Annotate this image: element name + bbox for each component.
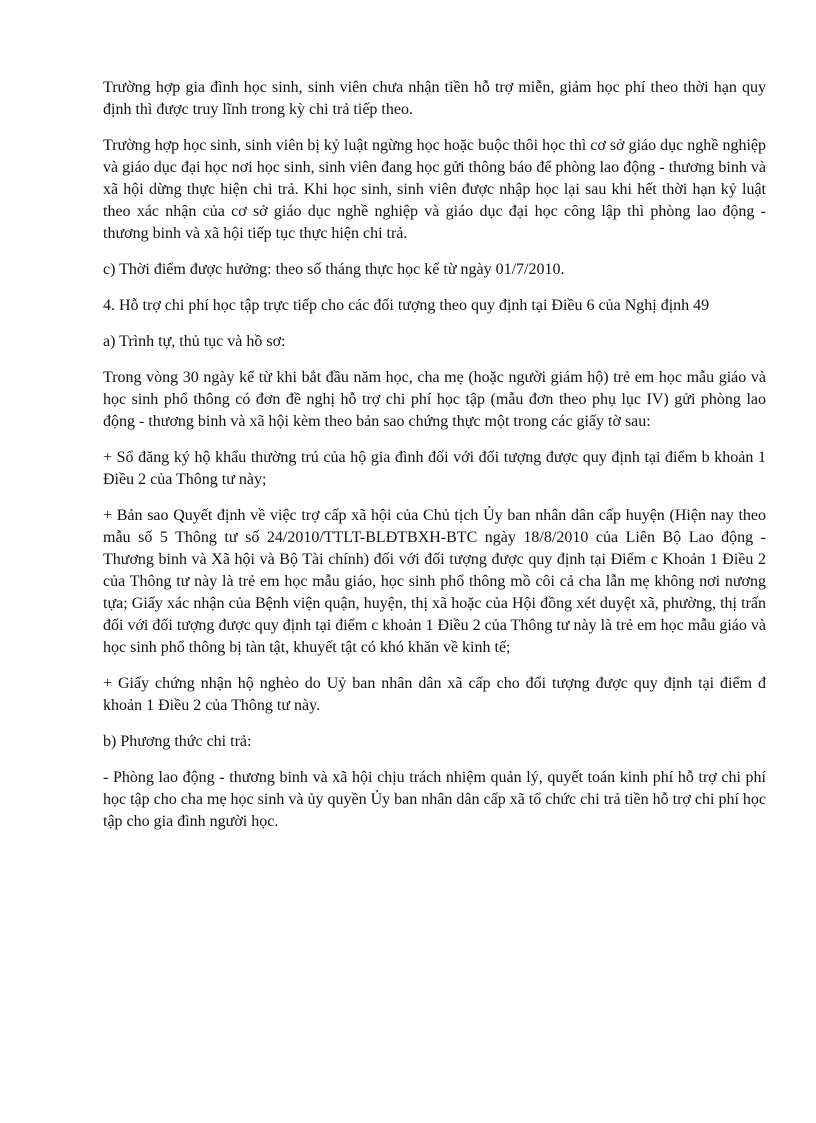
paragraph-effective-date: c) Thời điểm được hưởng: theo số tháng thực học kể từ ngày 01/7/2010. [103,261,565,278]
subheading-payment-method: b) Phương thức chi trả: [103,733,252,750]
paragraph-payment-responsibility: - Phòng lao động - thương binh và xã hội chịu trách nhiệm quản lý, quyết toán kinh phí hỗ trợ chi phí học tập cho cha mẹ học sinh và ủy quyền Ủy ban nhân dân cấp xã tổ chức chi trả tiền hỗ trợ chi phí học tập cho gia đình người học. [103,769,766,830]
list-item-household-register: + Sổ đăng ký hộ khẩu thường trú của hộ gia đình đối với đối tượng được quy định tại điểm b khoản 1 Điều 2 của Thông tư này; [103,449,766,488]
paragraph-arrears: Trường hợp gia đình học sinh, sinh viên chưa nhận tiền hỗ trợ miễn, giảm học phí theo thời hạn quy định thì được truy lĩnh trong kỳ chi trả tiếp theo. [103,79,766,118]
list-item-social-allowance: + Bản sao Quyết định về việc trợ cấp xã hội của Chủ tịch Ủy ban nhân dân cấp huyện (Hiện nay theo mẫu số 5 Thông tư số 24/2010/TTLT-BLĐTBXH-BTC ngày 18/8/2010 của Liên Bộ Lao động - Thương binh và Xã hội và Bộ Tài chính) đối với đối tượng được quy định tại Điểm c Khoản 1 Điều 2 của Thông tư này là trẻ em học mẫu giáo, học sinh phổ thông mồ côi cả cha lẫn mẹ không nơi nương tựa; Giấy xác nhận của Bệnh viện quận, huyện, thị xã hoặc của Hội đồng xét duyệt xã, phường, thị trấn đối với đối tượng được quy định tại điểm c khoản 1 Điều 2 của Thông tư này là trẻ em học mẫu giáo và học sinh phổ thông bị tàn tật, khuyết tật có khó khăn về kinh tế; [103,507,766,656]
list-item-poor-household: + Giấy chứng nhận hộ nghèo do Uỷ ban nhân dân xã cấp cho đối tượng được quy định tại điểm đ khoản 1 Điều 2 của Thông tư này. [103,675,766,714]
document-body [103,77,766,847]
subheading-procedure: a) Trình tự, thủ tục và hồ sơ: [103,333,286,350]
paragraph-discipline: Trường hợp học sinh, sinh viên bị kỷ luật ngừng học hoặc buộc thôi học thì cơ sở giáo dục nghề nghiệp và giáo dục đại học nơi học sinh, sinh viên đang học gửi thông báo để phòng lao động - thương binh và xã hội dừng thực hiện chi trả. Khi học sinh, sinh viên được nhập học lại sau khi hết thời hạn kỷ luật theo xác nhận của cơ sở giáo dục nghề nghiệp và giáo dục đại học công lập thì phòng lao động - thương binh và xã hội tiếp tục thực hiện chi trả. [103,137,766,242]
paragraph-application: Trong vòng 30 ngày kể từ khi bắt đầu năm học, cha mẹ (hoặc người giám hộ) trẻ em học mẫu giáo và học sinh phổ thông có đơn đề nghị hỗ trợ chi phí học tập (mẫu đơn theo phụ lục IV) gửi phòng lao động - thương binh và xã hội kèm theo bản sao chứng thực một trong các giấy tờ sau: [103,369,766,430]
section-heading-4: 4. Hỗ trợ chi phí học tập trực tiếp cho các đối tượng theo quy định tại Điều 6 của Nghị định 49 [103,297,710,314]
